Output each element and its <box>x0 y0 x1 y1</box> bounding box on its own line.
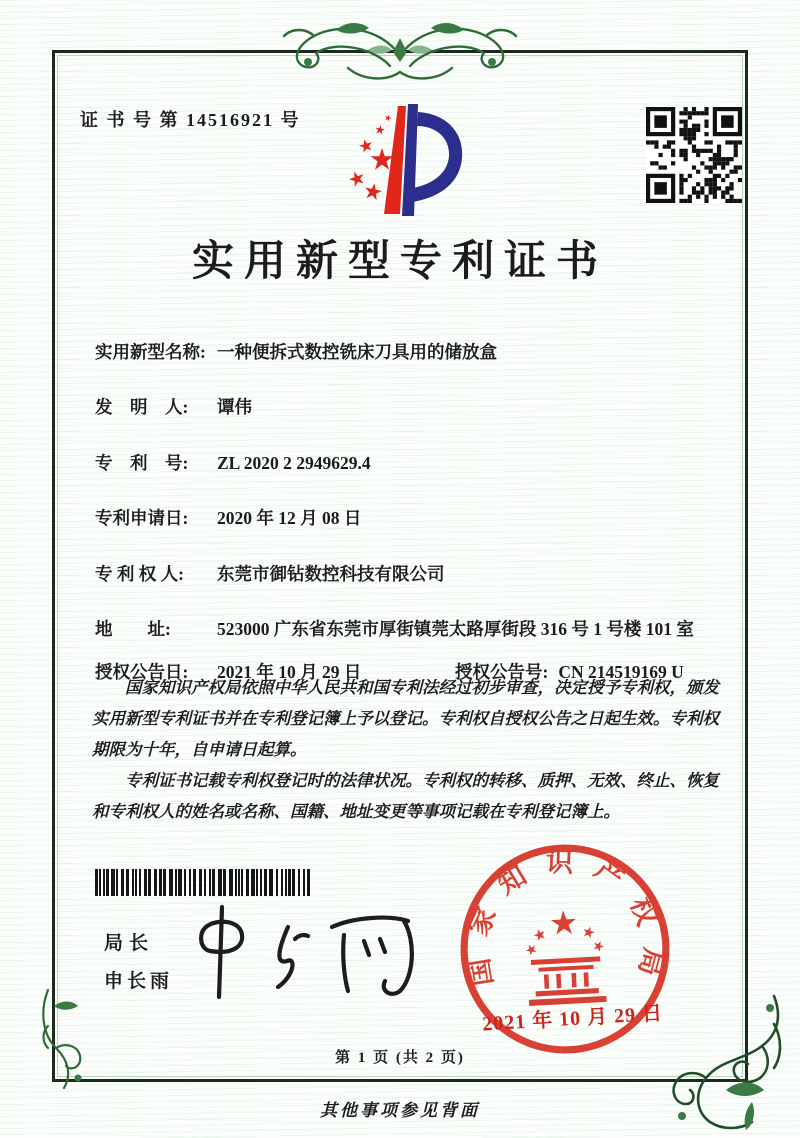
certificate-title: 实用新型专利证书 <box>191 239 608 285</box>
seal-ring-text: 国家知识产权局 <box>460 845 670 998</box>
cnipa-logo <box>336 96 468 224</box>
field-label: 专 利 号: <box>95 452 189 473</box>
fields-section <box>95 340 723 716</box>
field-label: 实用新型名称: <box>95 342 206 362</box>
national-emblem <box>522 908 608 1006</box>
legal-text-section <box>92 672 730 827</box>
commissioner-title: 局长 <box>104 933 155 954</box>
field-value: 谭伟 <box>217 397 252 418</box>
field-row-address <box>95 617 723 642</box>
certificate-number: 证 书 号 第 14516921 号 <box>80 110 301 130</box>
legal-paragraph-2: 专利证书记载专利权登记时的法律状况。专利权的转移、质押、无效、终止、恢复和专利权人的姓名或名称、国籍、地址变更等事项记载在专利登记簿上。 <box>92 771 719 822</box>
field-row-patent-no <box>95 451 723 476</box>
field-row-name <box>95 340 723 365</box>
commissioner-name: 申长雨 <box>104 971 174 992</box>
field-label: 发 明 人: <box>95 397 189 418</box>
seal-date: 2021 年 10 月 29 日 <box>481 1002 664 1036</box>
field-row-inventor <box>95 395 723 420</box>
field-value: 一种便拆式数控铣床刀具用的储放盒 <box>217 342 497 362</box>
field-label: 授权公告日: <box>95 662 189 683</box>
qr-code <box>646 107 742 203</box>
field-value: 东莞市御钻数控科技有限公司 <box>217 563 445 584</box>
field-label: 授权公告号: <box>455 662 549 683</box>
handwritten-signature <box>192 893 427 1005</box>
field-value: ZL 2020 2 2949629.4 <box>217 452 371 473</box>
field-label: 专利申请日: <box>95 508 189 529</box>
field-value: CN 214519169 U <box>558 662 684 683</box>
field-value: 2020 年 12 月 08 日 <box>217 508 362 529</box>
field-value: 523000 广东省东莞市厚街镇莞太路厚街段 316 号 1 号楼 101 室 <box>217 618 694 639</box>
field-label: 专 利 权 人: <box>95 563 184 584</box>
legal-paragraph-1: 国家知识产权局依照中华人民共和国专利法经过初步审查，决定授予专利权，颁发实用新型专利证书并在专利登记簿上予以登记。专利权自授权公告之日起生效。专利权期限为十年，自申请日起算。 <box>92 678 719 760</box>
field-label: 地 址: <box>95 618 171 639</box>
field-row-patentee <box>95 562 723 587</box>
back-side-note: 其他事项参见背面 <box>320 1101 480 1120</box>
field-row-filing-date <box>95 506 723 531</box>
field-value: 2021 年 10 月 29 日 <box>217 662 362 683</box>
barcode <box>95 869 311 896</box>
page-number: 第 1 页 (共 2 页) <box>335 1050 465 1066</box>
